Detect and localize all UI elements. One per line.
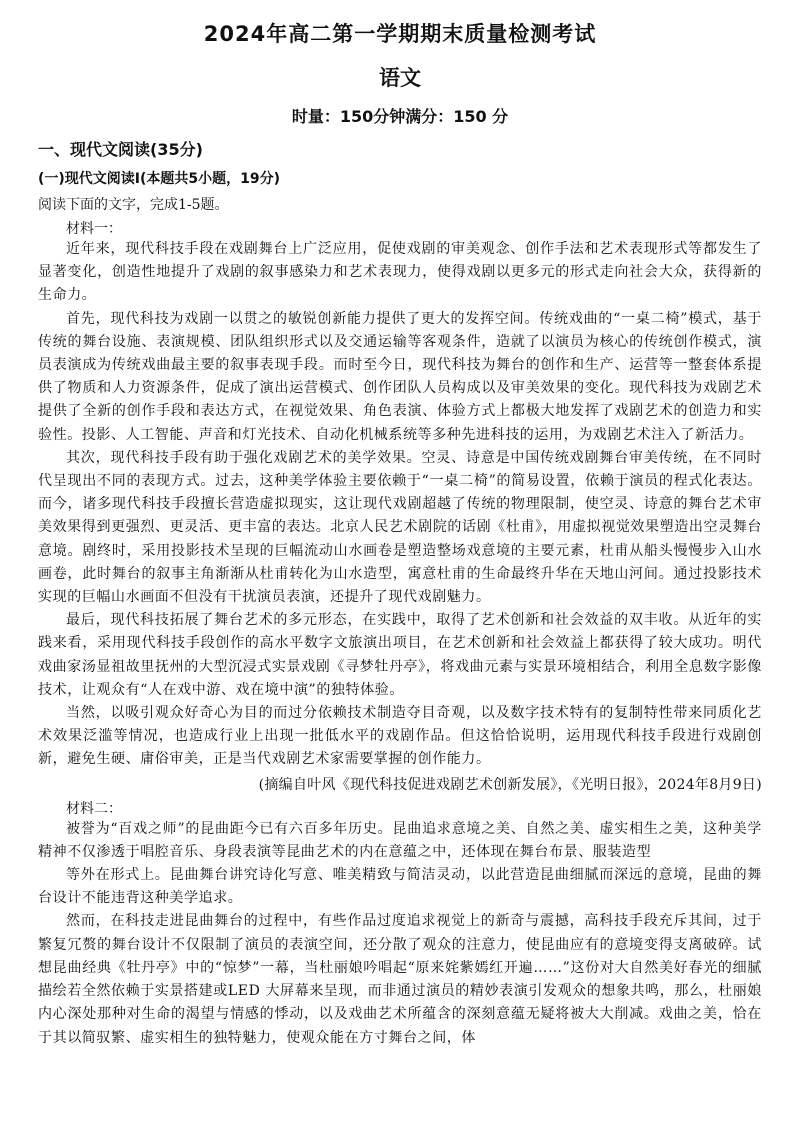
paragraph: 等外在形式上。昆曲舞台讲究诗化写意、唯美精致与简洁灵动，以此营造昆曲细腻而深远的意境，昆曲的舞台设计不能违背这种美学追求。 <box>38 867 762 907</box>
paragraph: 近年来，现代科技手段在戏剧舞台上广泛应用，促使戏剧的审美观念、创作手法和艺术表现形式等都发生了显著变化，创造性地提升了戏剧的叙事感染力和艺术表现力，使得戏剧以更多元的形式走向社会大众，获得新的生命力。 <box>38 241 762 304</box>
material-label: 材料二： <box>66 800 122 817</box>
paragraph: 最后，现代科技拓展了舞台艺术的多元形态，在实践中，取得了艺术创新和社会效益的双丰收。从近年的实践来看，采用现代科技手段创作的高水平数字文旅演出项目，在艺术创新和社会效益上都获得了较大成功。明代戏曲家汤显祖故里抚州的大型沉浸式实景戏剧《寻梦牡丹亭》，将戏曲元素与实景环境相结合，利用全息数字影像技术，让观众有“人在戏中游、戏在境中演”的独特体验。 <box>38 612 762 698</box>
source-citation: (摘编自叶风《现代科技促进戏剧艺术创新发展》，《光明日报》，2024年8月9日) <box>258 776 762 793</box>
paragraph: 当然，以吸引观众好奇心为目的而过分依赖技术制造夺目奇观，以及数字技术特有的复制特性带来同质化艺术效果泛滥等情况，也造成行业上出现一批低水平的戏剧作品。但这恰恰说明，运用现代科技手段进行戏剧创新，避免生硬、庸俗审美，正是当代戏剧艺术家需要掌握的创作能力。 <box>38 705 762 768</box>
material-label: 材料一： <box>66 221 122 237</box>
subject-title: 语文 <box>379 66 421 90</box>
subsection-heading: (一)现代文阅读Ⅰ(本题共5小题，19分) <box>38 171 281 187</box>
paragraph: 然而，在科技走进昆曲舞台的过程中，有些作品过度追求视觉上的新奇与震撼，高科技手段充斥其间，过于繁复冗赘的舞台设计不仅限制了演员的表演空间，还分散了观众的注意力，使昆曲应有的意境变得支离破碎。试想昆曲经典《牡丹亭》中的“惊梦”一幕，当杜丽娘吟唱起“原来姹紫嫣红开遍……”这份对大自然美好春光的细腻描绘若全然依赖于实景搭建或LED 大屏幕来呈现，而非通过演员的精妙表演引发观众的想象共鸣，那么，杜丽娘内心深处那种对生命的渴望与情感的悸动，以及戏曲艺术所蕴含的深刻意蕴无疑将被大大削减。戏曲之美，恰在于其以简驭繁、虚实相生的独特魅力，使观众能在方寸舞台之间，体 <box>38 913 762 1046</box>
paragraph: 首先，现代科技为戏剧一以贯之的敏锐创新能力提供了更大的发挥空间。传统戏曲的“一桌二椅”模式，基于传统的舞台设施、表演规模、团队组织形式以及交通运输等客观条件，造就了以演员为核心的传统创作模式，演员表演成为传统戏曲最主要的叙事表现手段。而时至今日，现代科技为舞台的创作和生产、运营等一整套体系提供了物质和人力资源条件，促成了演出运营模式、创作团队人员构成以及审美效果的变化。现代科技为戏剧艺术提供了全新的创作手段和表达方式，在视觉效果、角色表演、体验方式上都极大地发挥了戏剧艺术的创造力和实验性。投影、人工智能、声音和灯光技术、自动化机械系统等多种先进科技的运用，为戏剧艺术注入了新活力。 <box>38 310 762 443</box>
section-heading: 一、现代文阅读(35分) <box>38 140 203 159</box>
time-info: 时量：150分钟满分：150 分 <box>291 107 509 126</box>
exam-title: 2024年高二第一学期期末质量检测考试 <box>203 22 597 46</box>
instruction: 阅读下面的文字，完成1-5题。 <box>38 197 229 213</box>
paragraph: 被誉为“百戏之师”的昆曲距今已有六百多年历史。昆曲追求意境之美、自然之美、虚实相生之美，这种美学精神不仅渗透于唱腔音乐、身段表演等昆曲艺术的内在意蕴之中，还体现在舞台布景、服装造型 <box>38 820 762 860</box>
paragraph: 其次，现代科技手段有助于强化戏剧艺术的美学效果。空灵、诗意是中国传统戏剧舞台审美传统，在不同时代呈现出不同的表现方式。过去，这种美学体验主要依赖于“一桌二椅”的简易设置，依赖于演员的程式化表达。而今，诸多现代科技手段擅长营造虚拟现实，这让现代戏剧超越了传统的物理限制，使空灵、诗意的舞台艺术审美效果得到更强烈、更灵活、更丰富的表达。北京人民艺术剧院的话剧《杜甫》，用虚拟视觉效果塑造出空灵舞台意境。剧终时，采用投影技术呈现的巨幅流动山水画卷是塑造整场戏意境的主要元素，杜甫从船头慢慢步入山水画卷，此时舞台的叙事主角渐渐从杜甫转化为山水造型，寓意杜甫的生命最终升华在天地山河间。通过投影技术实现的巨幅山水画面不但没有干扰演员表演，还提升了现代戏剧魅力。 <box>38 449 762 606</box>
